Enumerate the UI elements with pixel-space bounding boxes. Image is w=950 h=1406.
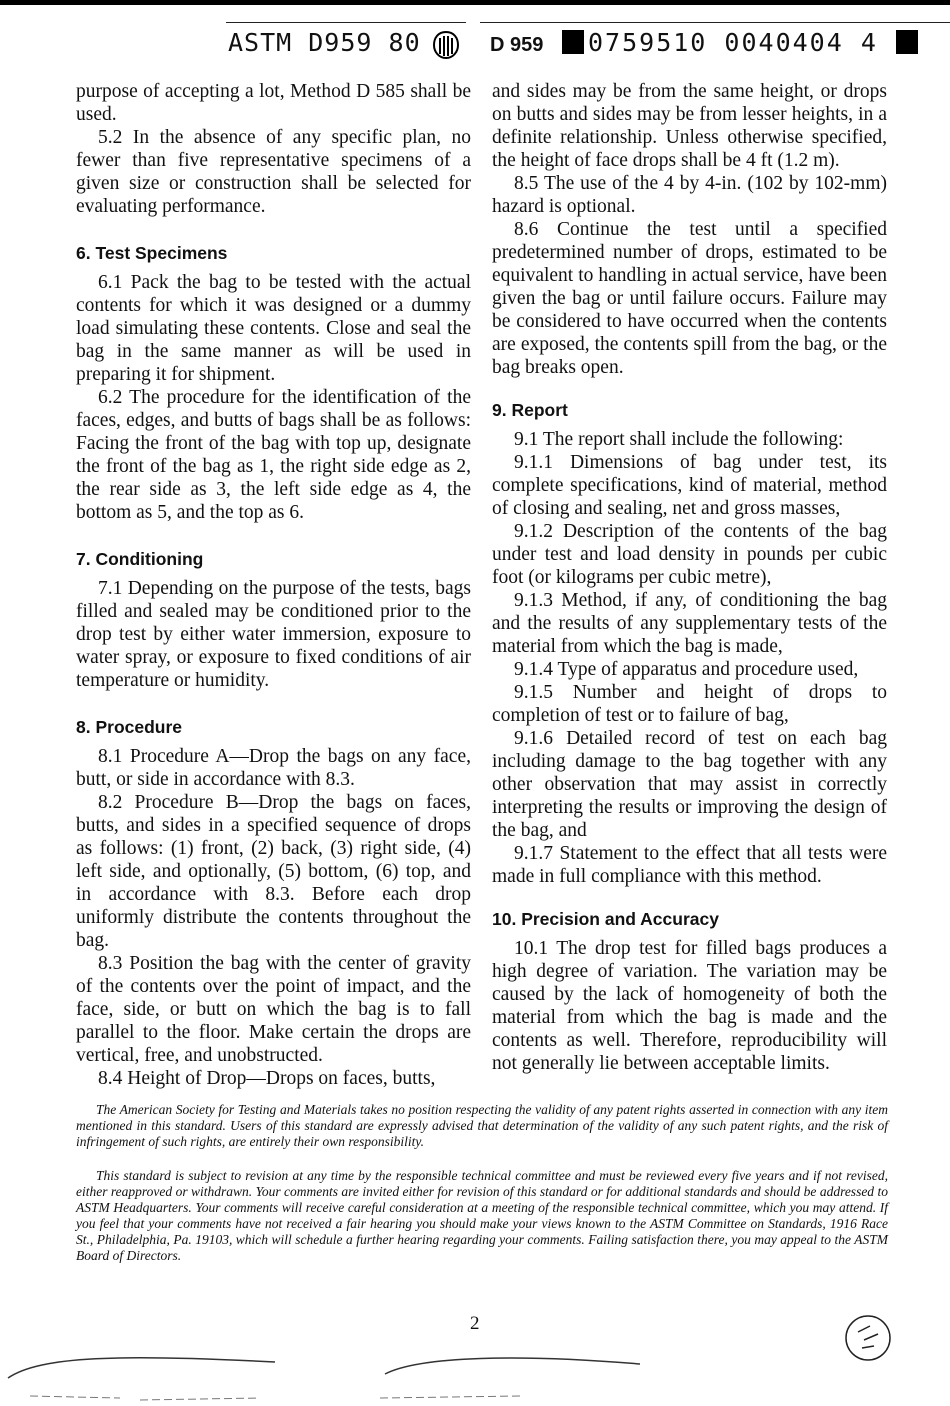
paragraph: 10.1 The drop test for filled bags produces a high degree of variation. The variation may be caused by the lack of homogeneity of both the material from which the bag is made and the contents as well. Therefore, reproducibility will not generally lie between acceptable limits. xyxy=(492,938,887,1074)
paragraph: 8.5 The use of the 4 by 4-in. (102 by 102-mm) hazard is optional. xyxy=(492,173,887,217)
header-block-mark xyxy=(896,30,918,54)
right-text-column xyxy=(492,80,887,1075)
footnotes xyxy=(76,1102,888,1282)
paragraph: 6.1 Pack the bag to be tested with the actual contents for which it was designed or a dummy load simulating these contents. Close and seal the bag in the same manner as will be used in preparing it for shipment. xyxy=(76,272,471,385)
paragraph: 9.1.5 Number and height of drops to completion of test or to failure of bag, xyxy=(492,682,887,726)
patent-notice: The American Society for Testing and Materials takes no position respecting the validity of any patent rights asserted in connection with any item mentioned in this standard. Users of this standard are expressly advised that determination of the validity of any such patent rights, and the risk of infringement of such rights, are entirely their own responsibility. xyxy=(76,1102,888,1149)
top-border xyxy=(0,0,950,5)
paragraph: purpose of accepting a lot, Method D 585 shall be used. xyxy=(76,81,471,125)
header-rule xyxy=(226,22,466,23)
astm-logo-icon xyxy=(432,30,460,60)
revision-notice: This standard is subject to revision at any time by the responsible technical committee and must be reviewed every five years and if not revised, either reapproved or withdrawn. Your comments are invited either for revision of this standard or for additional standards and should be addressed to ASTM Headquarters. Your comments will receive careful consideration at a meeting of the responsible technical committee, which you may attend. If you feel that your comments have not received a fair hearing you should make your views known to the ASTM Committee on Standards, 1916 Race St., Philadelphia, Pa. 19103, which will schedule a further hearing regarding your comments. Failing satisfaction there, you may appeal to the ASTM Board of Directors. xyxy=(76,1168,888,1263)
section-heading: 9. Report xyxy=(492,400,568,420)
paragraph: 8.2 Procedure B—Drop the bags on faces, butts, and sides in a specified sequence of drops as follows: (1) front, (2) back, (3) right side, (4) left side, and optionally, (5) bottom, (6) top, and in accordance with 8.3. Before each drop uniformly distribute the contents throughout the bag. xyxy=(76,792,471,951)
paragraph: 8.6 Continue the test until a specified predetermined number of drops, estimated to be equivalent to handling in actual service, have been given the bag or until failure occurs. Failure may be considered to have occurred when the contents are exposed, the contents spill from the bag, or the bag breaks open. xyxy=(492,219,887,378)
header-doc-code: ASTM D959 80 xyxy=(228,28,421,57)
paragraph: 9.1.7 Statement to the effect that all tests were made in full compliance with this method. xyxy=(492,843,887,887)
paragraph: 8.3 Position the bag with the center of gravity of the contents over the point of impact, and the face, side, or butt on which the bag is to fall parallel to the floor. Make certain the drops are vertical, free, and unobstructed. xyxy=(76,953,471,1066)
paragraph: 6.2 The procedure for the identification of the faces, edges, and butts of bags shall be as follows: Facing the front of the bag with top up, designate the front of the bag as 1, the right side edge as 2, the rear side as 3, the left side edge as 4, the bottom as 5, and the top as 6. xyxy=(76,387,471,523)
section-heading: 6. Test Specimens xyxy=(76,243,228,263)
section-heading: 10. Precision and Accuracy xyxy=(492,909,719,929)
left-text-column xyxy=(76,80,471,1090)
paragraph: 8.1 Procedure A—Drop the bags on any face, butt, or side in accordance with 8.3. xyxy=(76,746,471,790)
paragraph: 7.1 Depending on the purpose of the tests, bags filled and sealed may be conditioned prior to the drop test by either water immersion, exposure to water spray, or exposure to fixed conditions of air temperature or humidity. xyxy=(76,578,471,691)
header-doc-label: D 959 xyxy=(490,34,544,56)
scan-marks xyxy=(0,1348,950,1406)
paragraph: 9.1.1 Dimensions of bag under test, its complete specifications, kind of material, method of closing and sealing, net and gross masses, xyxy=(492,452,887,519)
header-block-mark xyxy=(562,30,584,54)
paragraph: and sides may be from the same height, or drops on butts and sides may be from lesser heights, in a definite relationship. Unless otherwise specified, the height of face drops shall be 4 ft (1.2 m). xyxy=(492,81,887,171)
paragraph: 9.1.6 Detailed record of test on each bag including damage to the bag together with any other observation that may assist in correctly interpreting the results or improving the design of the bag, and xyxy=(492,728,887,841)
section-heading: 8. Procedure xyxy=(76,717,183,737)
paragraph: 5.2 In the absence of any specific plan, no fewer than five representative specimens of a given size or construction shall be selected for evaluating performance. xyxy=(76,127,471,217)
header-serial-number: 0759510 0040404 4 xyxy=(588,28,878,57)
paragraph: 9.1.3 Method, if any, of conditioning the bag and the results of any supplementary tests of the material from which the bag is made, xyxy=(492,590,887,657)
paragraph: 9.1.4 Type of apparatus and procedure used, xyxy=(514,659,859,680)
page-header xyxy=(0,14,950,60)
paragraph: 9.1.2 Description of the contents of the bag under test and load density in pounds per cubic foot (or kilograms per cubic metre), xyxy=(492,521,887,588)
section-heading: 7. Conditioning xyxy=(76,549,204,569)
header-rule xyxy=(480,22,950,23)
page-number: 2 xyxy=(470,1313,480,1334)
paragraph: 8.4 Height of Drop—Drops on faces, butts, xyxy=(98,1068,436,1089)
paragraph: 9.1 The report shall include the following: xyxy=(514,429,844,450)
